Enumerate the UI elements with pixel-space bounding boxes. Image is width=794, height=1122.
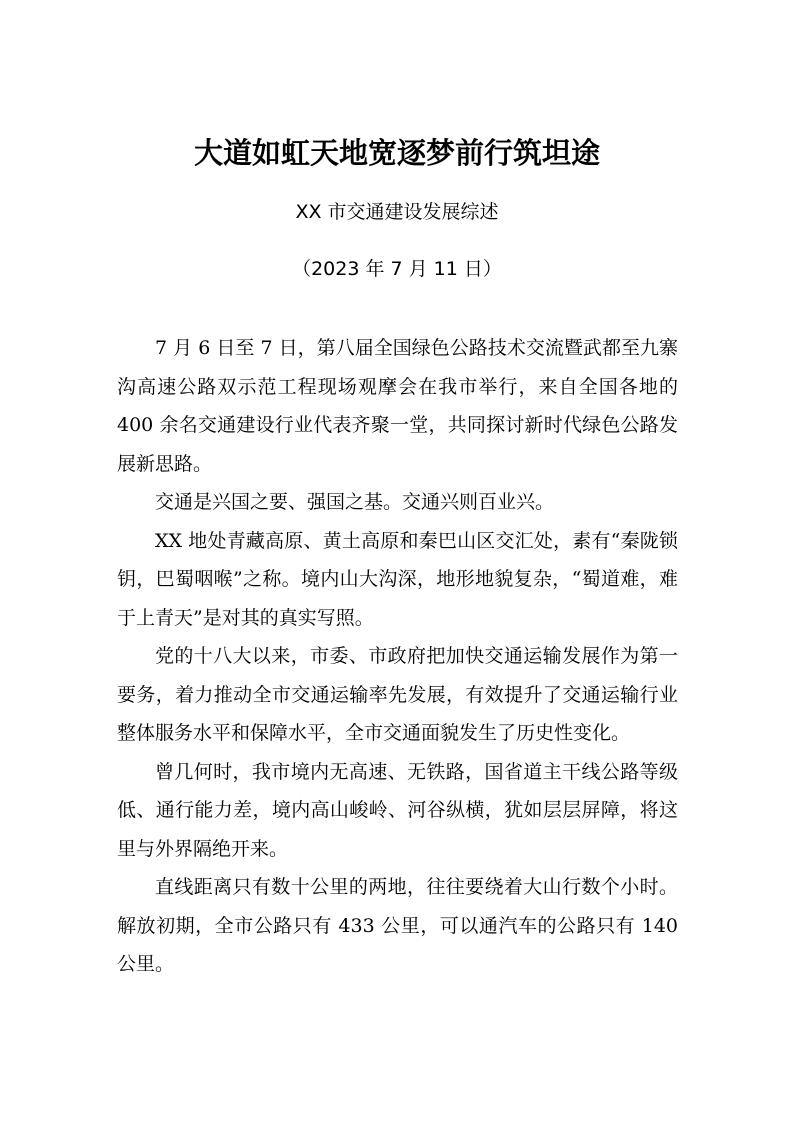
paragraph: XX 地处青藏高原、黄土高原和秦巴山区交汇处，素有“秦陇锁钥，巴蜀咽喉”之称。境内山大沟深，地形地貌复杂，“蜀道难，难于上青天”是对其的真实写照。 — [117, 529, 678, 629]
document-subtitle: XX 市交通建设发展综述 — [295, 201, 499, 223]
paragraph: 曾几何时，我市境内无高速、无铁路，国省道主干线公路等级低、通行能力差，境内高山峻岭、河谷纵横，犹如层层屏障，将这里与外界隔绝开来。 — [117, 760, 678, 860]
paragraph: 党的十八大以来，市委、市政府把加快交通运输发展作为第一要务，着力推动全市交通运输率先发展，有效提升了交通运输行业整体服务水平和保障水平，全市交通面貌发生了历史性变化。 — [117, 645, 678, 744]
paragraph: 7 月 6 日至 7 日，第八届全国绿色公路技术交流暨武都至九寨沟高速公路双示范工程现场观摩会在我市举行，来自全国各地的 400 余名交通建设行业代表齐聚一堂，共同探讨新时代绿色公路发展新思路。 — [117, 337, 678, 475]
document-title: 大道如虹天地宽逐梦前行筑坦途 — [193, 136, 600, 170]
paragraph: 直线距离只有数十公里的两地，往往要绕着大山行数个小时。解放初期，全市公路只有 433 公里，可以通汽车的公路只有 140 公里。 — [117, 876, 678, 975]
document-body — [117, 329, 678, 984]
paragraph: 交通是兴国之要、强国之基。交通兴则百业兴。 — [155, 491, 555, 513]
document-date: （2023 年 7 月 11 日） — [292, 258, 502, 280]
